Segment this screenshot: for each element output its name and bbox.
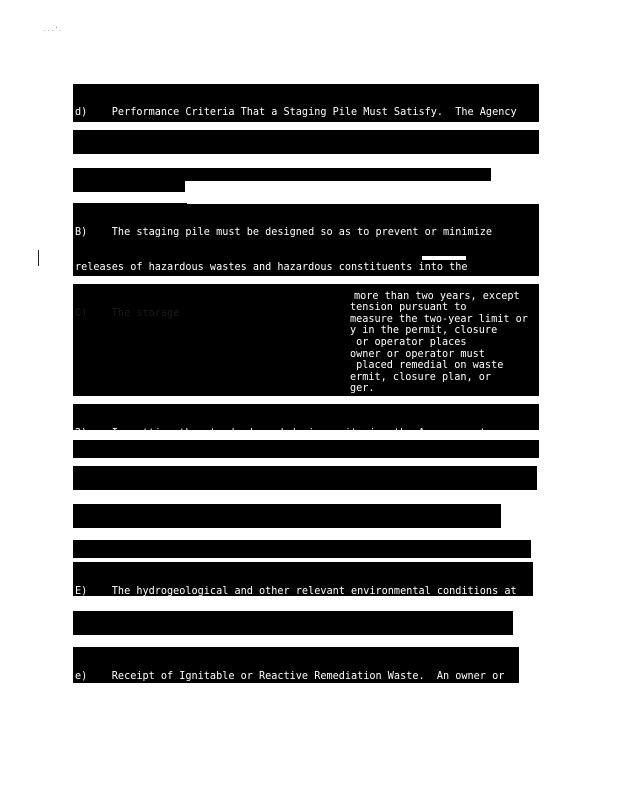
paragraph-d2A xyxy=(73,440,539,458)
text-line xyxy=(75,428,539,430)
c-fragment: measure the two-year limit or xyxy=(350,314,528,325)
margin-mark xyxy=(38,250,39,266)
header-mark: . . . ' . xyxy=(44,26,61,33)
paragraph-d2F xyxy=(73,611,513,635)
c-fragment: ermit, closure plan, or xyxy=(350,372,492,383)
paragraph-d1 xyxy=(73,130,539,154)
c-fragment: ger. xyxy=(350,383,375,394)
text-line: releases of hazardous wastes and hazardous constituents into the xyxy=(75,261,468,273)
whiteout xyxy=(187,190,539,204)
text-line: C) The storage xyxy=(75,308,180,320)
text-line: B) The staging pile must be designed so as to prevent or minimize xyxy=(75,227,493,239)
paragraph-d2E xyxy=(73,562,533,596)
paragraph-d xyxy=(73,84,539,122)
paragraph-B xyxy=(73,203,539,279)
whiteout xyxy=(422,256,466,260)
paragraph-e xyxy=(73,647,519,683)
c-fragment: owner or operator must xyxy=(350,349,485,360)
c-fragment: placed remedial on waste xyxy=(350,360,504,371)
whiteout xyxy=(73,276,539,282)
c-fragment: more than two years, except xyxy=(354,291,520,302)
paragraph-d2B xyxy=(73,466,537,490)
paragraph-d2 xyxy=(73,404,539,430)
text-line: E) The hydrogeological and other relevant environmental conditions at xyxy=(75,586,517,596)
c-fragment: or operator places xyxy=(350,337,467,348)
text-line: d) Performance Criteria That a Staging Pile Must Satisfy. The Agency xyxy=(75,107,517,119)
paragraph-d2C xyxy=(73,504,501,528)
c-fragment: y in the permit, closure xyxy=(350,325,498,336)
c-fragment: tension pursuant to xyxy=(350,302,467,313)
paragraph-d2D xyxy=(73,540,531,558)
text-line: e) Receipt of Ignitable or Reactive Remediation Waste. An owner or xyxy=(75,671,505,683)
